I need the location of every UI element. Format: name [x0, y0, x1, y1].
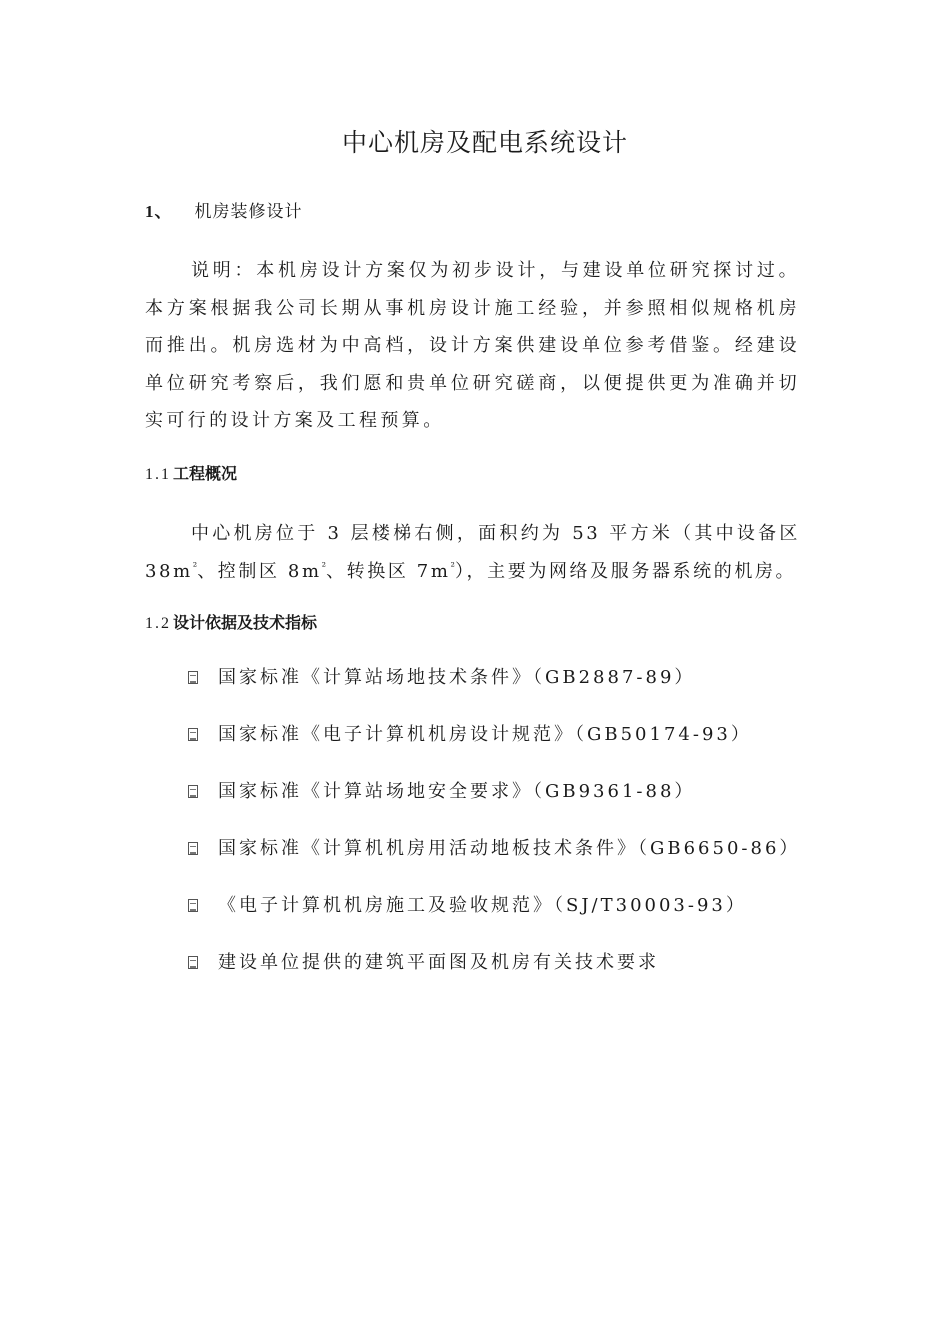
list-item-text: 建设单位提供的建筑平面图及机房有关技术要求 [218, 952, 659, 973]
list-item [188, 835, 800, 892]
document-icon [188, 671, 198, 684]
list-item-text: 国家标准《计算机机房用活动地板技术条件》（GB6650-86） [218, 838, 801, 859]
document-icon [188, 842, 198, 855]
list-item [188, 721, 800, 778]
overview-area-conversion: 、转换区 7m [326, 560, 451, 582]
list-item [188, 949, 800, 1006]
section-1-2-title: 设计依据及技术指标 [173, 613, 318, 632]
overview-area-control: 、控制区 8m [197, 560, 322, 582]
section-1-heading [145, 199, 303, 225]
unit-sup-2: ² [321, 559, 327, 573]
document-icon [188, 956, 198, 969]
section-1-1-heading [145, 461, 237, 488]
document-icon [188, 728, 198, 741]
unit-sup-1: ² [192, 559, 198, 573]
section-1-1-number: 1.1 [145, 466, 171, 483]
unit-sup-3: ² [450, 559, 455, 573]
section-1-2-heading [145, 610, 317, 637]
section-1-1-title: 工程概况 [173, 464, 238, 483]
section-1-1-paragraph [145, 515, 800, 590]
list-item-text: 《电子计算机机房施工及验收规范》（SJ/T30003-93） [218, 895, 747, 916]
list-item [188, 892, 800, 949]
list-item [188, 778, 800, 835]
document-icon [188, 785, 198, 798]
section-1-paragraph: 说明：本机房设计方案仅为初步设计，与建设单位研究探讨过。本方案根据我公司长期从事机房设计施工经验，并参照相似规格机房而推出。机房选材为中高档，设计方案供建设单位参考借鉴。经建设单位研究考察后，我们愿和贵单位研究磋商，以便提供更为准确并切实可行的设计方案及工程预算。 [145, 260, 800, 431]
section-1-number: 1、 [145, 202, 173, 221]
section-1-2-number: 1.2 [145, 615, 171, 632]
document-title: 中心机房及配电系统设计 [341, 128, 628, 157]
document-icon [188, 899, 198, 912]
overview-tail: ），主要为网络及服务器系统的机房。 [454, 560, 797, 582]
section-1-title: 机房装修设计 [194, 202, 303, 222]
list-item-text: 国家标准《计算站场地技术条件》（GB2887-89） [218, 667, 696, 688]
standards-list [188, 664, 800, 1006]
overview-lead: 中心机房位于 3 层楼梯右侧，面积约为 53 平方米（其中设备区 [191, 523, 800, 544]
list-item-text: 国家标准《计算站场地安全要求》（GB9361-88） [218, 781, 696, 802]
list-item-text: 国家标准《电子计算机机房设计规范》（GB50174-93） [218, 724, 752, 745]
overview-area-equipment: 38m [145, 560, 193, 582]
list-item [188, 664, 800, 721]
